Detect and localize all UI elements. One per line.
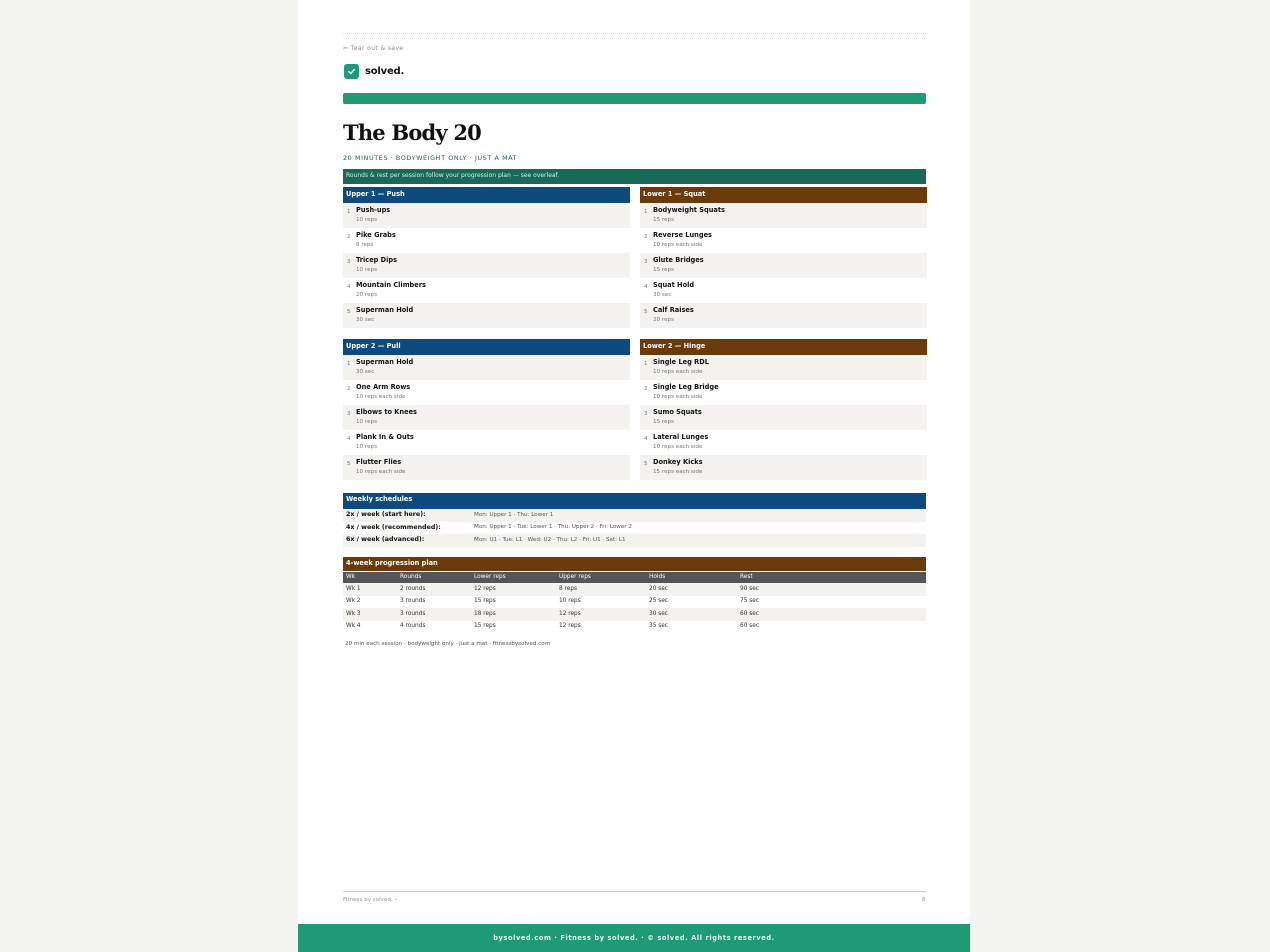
card-title: Upper 2 — Pull [343,339,630,355]
weekly-schedules [343,493,926,547]
exercise-detail: 10 reps [356,419,377,425]
document-page [298,0,970,952]
schedule-row [343,522,926,535]
table-cell: 18 reps [474,610,496,617]
exercise-name: Flutter Flies [356,458,402,466]
exercise-number: 4 [644,284,648,290]
table-cell: Wk 4 [346,623,361,629]
exercise-number: 4 [347,284,351,290]
exercise-name: Single Leg Bridge [653,383,719,391]
exercise-row [343,455,630,480]
exercise-row [343,253,630,278]
column-header: Rest [740,573,753,580]
table-row [343,621,926,634]
exercise-number: 3 [347,411,351,417]
exercise-row [640,303,927,328]
exercise-detail: 10 reps each side [653,394,703,400]
exercise-number: 1 [347,361,351,367]
table-cell: 3 rounds [400,610,426,617]
table-cell: 30 sec [649,610,668,617]
table-cell: 15 reps [474,598,496,604]
exercise-detail: 15 reps each side [653,469,703,475]
table-cell: Wk 3 [346,610,361,617]
progression-plan [343,557,926,633]
exercise-name: Sumo Squats [653,408,702,416]
exercise-number: 3 [347,259,351,265]
brand-logo [344,64,404,79]
table-cell: 12 reps [559,623,581,629]
exercise-name: One Arm Rows [356,383,411,391]
exercise-number: 5 [347,309,351,315]
exercise-detail: 10 reps [356,217,377,223]
table-cell: 60 sec [740,610,759,617]
exercise-detail: 20 reps [356,292,377,298]
workout-card-upper-2 [343,339,630,480]
column-header: Upper reps [559,573,591,580]
exercise-number: 2 [644,386,648,392]
exercise-name: Mountain Climbers [356,281,426,289]
exercise-number: 5 [644,461,648,467]
schedule-value: Mon: U1 · Tue: L1 · Wed: U2 · Thu: L2 · Fri: U1 · Sat: L1 [474,536,626,543]
table-cell: Wk 2 [346,598,361,604]
column-header: Rounds [400,573,422,580]
table-row [343,583,926,596]
exercise-row [640,253,927,278]
column-header: Lower reps [474,573,506,580]
table-cell: 3 rounds [400,598,426,604]
card-title: Upper 1 — Push [343,187,630,203]
exercise-detail: 10 reps [356,444,377,450]
exercise-number: 4 [644,436,648,442]
table-cell: 2 rounds [400,585,426,592]
exercise-detail: 15 reps [653,217,674,223]
table-cell: 12 reps [559,610,581,617]
column-header: Wk [346,573,356,580]
exercise-number: 1 [347,209,351,215]
exercise-detail: 8 reps [356,242,374,248]
exercise-detail: 15 reps [653,267,674,273]
table-cell: 4 rounds [400,623,426,629]
page-divider [343,891,926,892]
accent-bar [343,93,926,104]
exercise-row [343,430,630,455]
exercise-name: Elbows to Knees [356,408,417,416]
page-subtitle: 20 MINUTES · BODYWEIGHT ONLY · JUST A MAT [343,154,518,162]
schedule-label: 4x / week (recommended): [346,523,441,531]
exercise-row [343,355,630,380]
exercise-name: Push-ups [356,206,391,214]
exercise-row [640,380,927,405]
exercise-row [640,203,927,228]
exercise-row [343,278,630,303]
exercise-number: 2 [644,234,648,240]
exercise-name: Plank In & Outs [356,433,414,441]
check-icon [344,64,359,79]
exercise-row [640,278,927,303]
exercise-name: Superman Hold [356,306,414,314]
exercise-number: 5 [644,309,648,315]
note-banner: Rounds & rest per session follow your progression plan — see overleaf. [343,169,926,184]
exercise-name: Tricep Dips [356,256,398,264]
table-cell: 90 sec [740,585,759,592]
table-cell: 15 reps [474,623,496,629]
exercise-row [640,355,927,380]
exercise-row [640,455,927,480]
exercise-detail: 10 reps each side [653,369,703,375]
exercise-detail: 30 sec [356,317,375,323]
table-cell: Wk 1 [346,585,361,592]
page-title: The Body 20 [343,120,481,145]
exercise-number: 2 [347,386,351,392]
exercise-detail: 20 reps [653,317,674,323]
workout-card-upper-1 [343,187,630,328]
exercise-row [640,430,927,455]
exercise-name: Bodyweight Squats [653,206,725,214]
exercise-detail: 10 reps each side [653,242,703,248]
table-cell: 8 reps [559,585,578,592]
table-cell: 75 sec [740,598,759,604]
exercise-row [640,228,927,253]
schedule-row [343,509,926,522]
schedule-value: Mon: Upper 1 · Tue: Lower 1 · Thu: Upper 2 · Fri: Lower 2 [474,524,632,530]
exercise-detail: 10 reps each side [356,394,406,400]
exercise-row [640,405,927,430]
exercise-name: Glute Bridges [653,256,704,264]
exercise-detail: 30 sec [653,292,672,298]
exercise-name: Single Leg RDL [653,358,709,366]
session-footnote: 20 min each session · bodyweight only · just a mat · fitnessbysolved.com [345,641,551,647]
exercise-row [343,228,630,253]
exercise-name: Reverse Lunges [653,231,712,239]
tear-out-label: ✂ Tear out & save [343,45,404,52]
exercise-name: Donkey Kicks [653,458,703,466]
exercise-detail: 15 reps [653,419,674,425]
page-footer-label: Fitness by solved. – [343,897,398,903]
exercise-number: 4 [347,436,351,442]
table-row [343,608,926,621]
table-cell: 10 reps [559,598,581,604]
exercise-row [343,405,630,430]
exercise-detail: 10 reps each side [356,469,406,475]
exercise-number: 1 [644,209,648,215]
exercise-name: Pike Grabs [356,231,396,239]
schedule-value: Mon: Upper 1 · Thu: Lower 1 [474,511,554,518]
exercise-row [343,303,630,328]
exercise-number: 3 [644,259,648,265]
workout-card-lower-2 [640,339,927,480]
exercise-detail: 10 reps [356,267,377,273]
card-title: Lower 1 — Squat [640,187,927,203]
table-cell: 35 sec [649,623,668,629]
exercise-number: 3 [644,411,648,417]
exercise-name: Squat Hold [653,281,695,289]
schedule-label: 2x / week (start here): [346,511,426,518]
exercise-name: Calf Raises [653,306,694,314]
exercise-name: Lateral Lunges [653,433,709,441]
schedule-row [343,534,926,547]
schedules-title: Weekly schedules [343,493,926,509]
workout-card-lower-1 [640,187,927,328]
exercise-name: Superman Hold [356,358,414,366]
exercise-row [343,380,630,405]
card-title: Lower 2 — Hinge [640,339,927,355]
progression-title: 4-week progression plan [343,557,926,572]
table-cell: 60 sec [740,623,759,629]
exercise-number: 2 [347,234,351,240]
schedule-label: 6x / week (advanced): [346,536,425,543]
exercise-row [343,203,630,228]
table-row [343,596,926,609]
tear-line [343,33,926,34]
exercise-detail: 10 reps each side [653,444,703,450]
table-header [343,572,926,583]
site-footer: bysolved.com · Fitness by solved. · © solved. All rights reserved. [298,924,970,952]
page-number: 8 [922,897,926,903]
table-cell: 25 sec [649,598,668,604]
exercise-number: 5 [347,461,351,467]
exercise-detail: 30 sec [356,369,375,375]
exercise-number: 1 [644,361,648,367]
column-header: Holds [649,573,666,580]
brand-name: solved. [365,66,405,77]
table-cell: 12 reps [474,585,496,592]
table-cell: 20 sec [649,585,668,592]
